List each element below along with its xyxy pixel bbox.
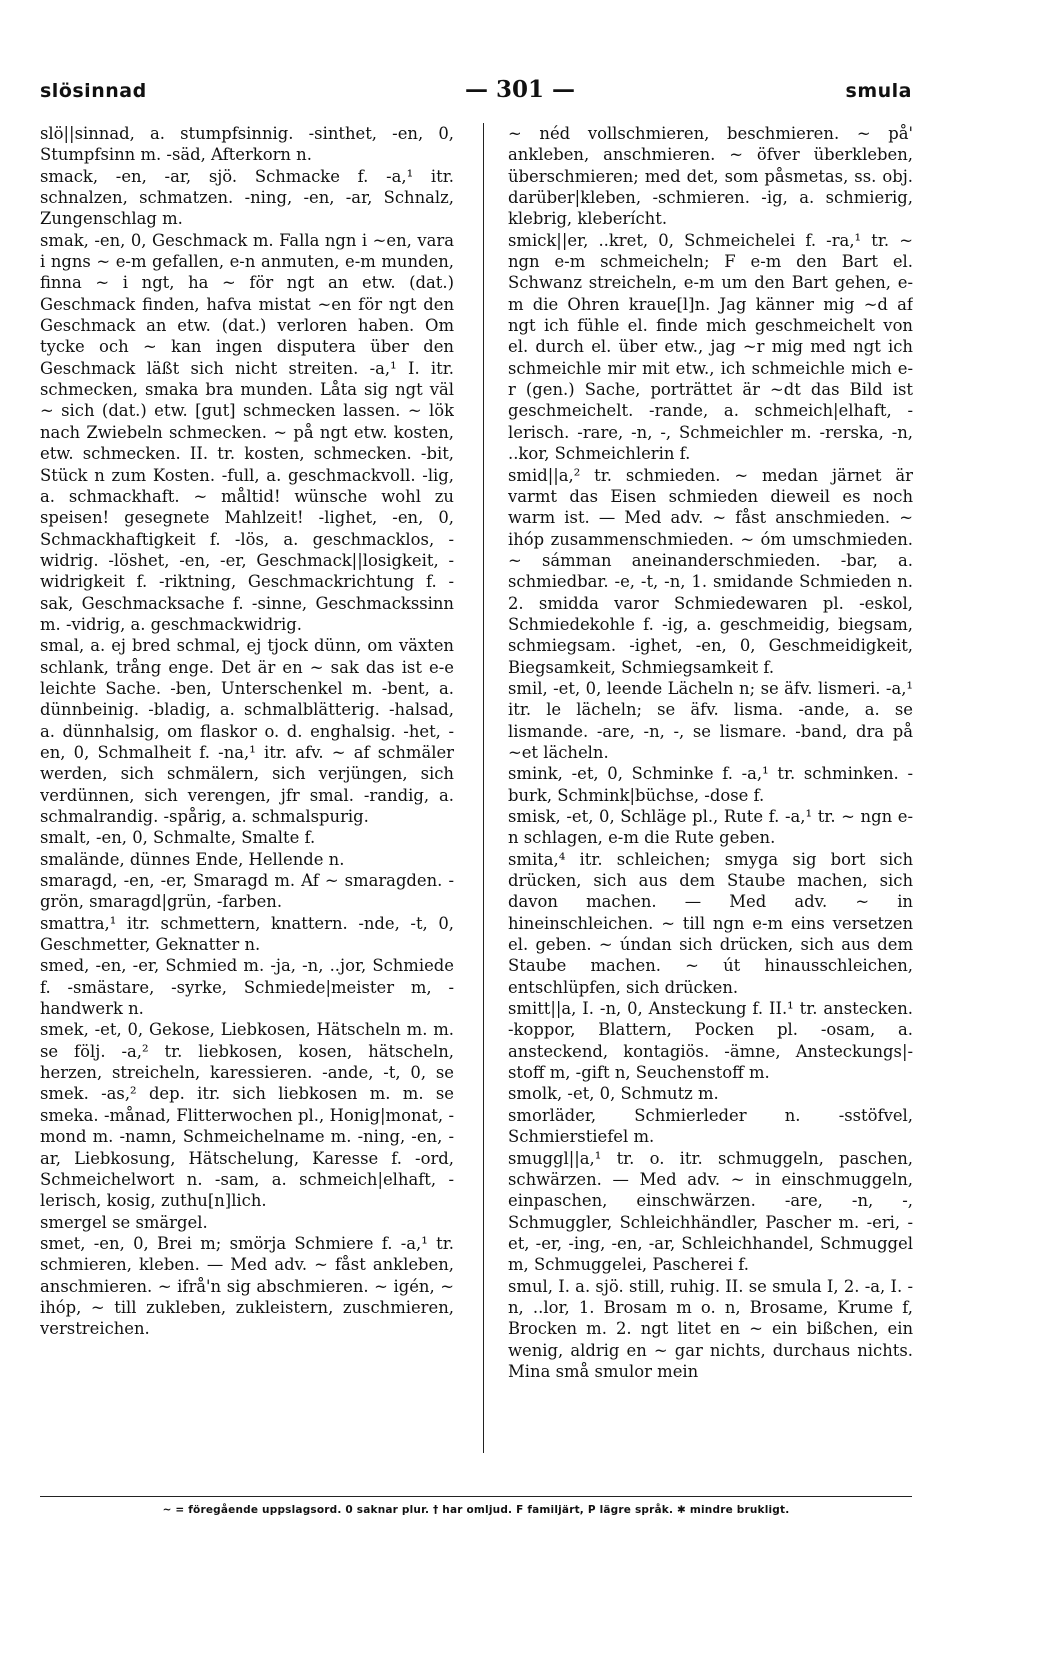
entry-smul: smul, I. a. sjö. still, ruhig. II. se smula I, 2. -a, I. -n, ..lor, 1. Brosam m o. n, Brosame, Krume f, Brocken m. 2. ngt litet en ~ ein bißchen, ein wenig, aldrig en ~ gar nichts, durchaus nichts. Mina små smulor mein bbox=[508, 1276, 913, 1381]
left-running-head: slösinnad bbox=[40, 80, 147, 102]
entry-smet: smet, -en, 0, Brei m; smörja Schmiere f. -a,¹ tr. schmieren, kleben. — Med adv. ~ fåst ankleben, anschmieren. ~ ifrå'n sig abschmieren. ~ igén, ~ ihóp, ~ till zukleben, zukleistern, zuschmieren, verstreichen. bbox=[40, 1233, 454, 1339]
left-column bbox=[40, 123, 454, 1453]
entry-smack: smack, -en, -ar, sjö. Schmacke f. -a,¹ itr. schnalzen, schmatzen. -ning, -en, -ar, Schnalz, Zungenschlag m. bbox=[40, 166, 454, 229]
entry-smida: smid||a,² tr. schmieden. ~ medan järnet är varmt das Eisen schmieden dieweil es noch warm ist. — Med adv. ~ fåst anschmieden. ~ ihóp zusammenschmieden. ~ óm umschmieden. ~ sámman aneinanderschmieden. -bar, a. schmiedbar. -e, -t, -n, 1. smidande Schmieden n. 2. smidda varor Schmiedewaren pl. -eskol, Schmiedekohle f. -ig, a. geschmeidig, biegsam, schmiegsam. -ighet, -en, 0, Geschmeidigkeit, Biegsamkeit, Schmiegsamkeit f. bbox=[508, 465, 913, 677]
entry-smek: smek, -et, 0, Gekose, Liebkosen, Hätscheln m. m. se följ. -a,² tr. liebkosen, kosen, hätscheln, herzen, streicheln, karessieren. -ande, -t, 0, se smek. -as,² dep. itr. sich liebkosen m. m. se smeka. -månad, Flitterwochen pl., Honig|monat, -mond m. -namn, Schmeichelname m. -ning, -en, -ar, Liebkosung, Hätschelung, Karesse f. -ord, Schmeichelwort n. -sam, a. schmeich|elhaft, -lerisch, kosig, zuthu[n]lich. bbox=[40, 1020, 454, 1211]
entry-smeta-continued: ~ néd vollschmieren, beschmieren. ~ på' ankleben, anschmieren. ~ öfver überkleben, überschmieren; med det, som påsmetas, ss. obj. darüber|kleben, -schmieren. -ig, a. schmierig, klebrig, kleberícht. bbox=[508, 124, 913, 229]
entry-smita: smita,⁴ itr. schleichen; smyga sig bort sich drücken, sich aus dem Staube machen, sich davon machen. — Med adv. ~ in hineinschleichen. ~ till ngn e-m eins versetzen el. geben. ~ úndan sich drücken, sich aus dem Staube machen. ~ út hinausschleichen, entschlüpfen, sich drücken. bbox=[508, 849, 913, 997]
entry-smuggla: smuggl||a,¹ tr. o. itr. schmuggeln, paschen, schwärzen. — Med adv. ~ in einschmuggeln, einpaschen, einschwärzen. -are, -n, -, Schmuggler, Schleichhändler, Pascher m. -eri, -et, -er, -ing, -en, -ar, Schleichhandel, Schmuggel m, Schmuggelei, Pascherei f. bbox=[508, 1148, 913, 1275]
right-column bbox=[508, 123, 913, 1453]
entry-smed: smed, -en, -er, Schmied m. -ja, -n, ..jor, Schmiede f. -smästare, -syrke, Schmiede|meister m, -handwerk n. bbox=[40, 956, 454, 1019]
entry-smaragd: smaragd, -en, -er, Smaragd m. Af ~ smaragden. -grön, smaragd|grün, -farben. bbox=[40, 871, 454, 912]
abbreviation-legend: ~ = föregående uppslagsord. 0 saknar plur. † har omljud. F familjärt, P lägre språk. ✱ mindre brukligt. bbox=[162, 1504, 790, 1516]
right-running-head: smula bbox=[845, 80, 912, 102]
page-header bbox=[40, 74, 912, 114]
entry-smisk: smisk, -et, 0, Schläge pl., Rute f. -a,¹ tr. ~ ngn e-n schlagen, e-m die Rute geben. bbox=[508, 807, 913, 848]
entry-smalande: smaländе, dünnes Ende, Hellende n. bbox=[40, 849, 345, 869]
entry-smalt: smalt, -en, 0, Schmalte, Smalte f. bbox=[40, 828, 316, 848]
entry-slosinnad: slö||sinnad, a. stumpfsinnig. -sinthet, -en, 0, Stumpfsinn m. -säd, Afterkorn n. bbox=[40, 124, 454, 165]
column-divider bbox=[483, 123, 484, 1453]
entry-smitta: smitt||a, I. -n, 0, Ansteckung f. II.¹ tr. anstecken. -koppor, Blattern, Pocken pl. -osam, a. ansteckend, kontagiös. -ämne, Ansteckungs|-stoff m, -gift n, Seuchenstoff m. bbox=[508, 999, 913, 1083]
entry-smak: smak, -en, 0, Geschmack m. Falla ngn i ~en, vara i ngns ~ e-m gefallen, e-n anmuten, e-m munden, finna ~ i ngt, ha ~ för ngt an etw. (dat.) Geschmack finden, hafva mistat ~en för ngt den Geschmack an etw. (dat.) verloren haben. Om tycke och ~ kan ingen disputera über den Geschmack läßt sich nicht streiten. -a,¹ I. itr. schmecken, smaka bra munden. Låta sig ngt väl ~ sich (dat.) etw. [gut] schmecken lassen. ~ lök nach Zwiebeln schmecken. ~ på ngt etw. kosten, etw. schmecken. II. tr. kosten, schmecken. -bit, Stück n zum Kosten. -full, a. geschmackvoll. -lig, a. schmackhaft. ~ måltid! wünsche wohl zu speisen! gesegnete Mahlzeit! -lighet, -en, 0, Schmackhaftigkeit f. -lös, a. geschmacklos, -widrig. -löshet, -en, -er, Geschmack||losigkeit, -widrigkeit f. -riktning, Geschmackrichtung f. -sak, Geschmacksache f. -sinne, Geschmackssinn m. -vidrig, a. geschmackwidrig. bbox=[40, 230, 454, 634]
entry-smattra: smattra,¹ itr. schmettern, knattern. -nde, -t, 0, Geschmetter, Geknatter n. bbox=[40, 913, 454, 955]
entry-smergel: smergel se smärgel. bbox=[40, 1212, 208, 1232]
page-number: — 301 — bbox=[464, 76, 576, 103]
entry-smicker: smick||er, ..kret, 0, Schmeichelei f. -ra,¹ tr. ~ ngn e-m schmeicheln; F e-m den Bart el. Schwanz streicheln, e-m um den Bart gehen, e-m die Ohren kraue[l]n. Jag känner mig ~d af ngt ich fühle el. finde mich geschmeichelt von el. durch el. über etw., jag ~r mig med ngt ich schmeichle mir mit etw., ich schmeichle mich e-r (gen.) Sache, porträttet är ~dt das Bild ist geschmeichelt. -rande, a. schmeich|elhaft, -lerisch. -rare, -n, -, Schmeichler m. -rerska, -n, ..kor, Schmeichlerin f. bbox=[508, 230, 913, 464]
footnote-rule bbox=[40, 1496, 912, 1497]
entry-smolk: smolk, -et, 0, Schmutz m. bbox=[508, 1084, 719, 1104]
entry-smal: smal, a. ej bred schmal, ej tjock dünn, om växten schlank, trång enge. Det är en ~ sak das ist e-e leichte Sache. -ben, Unterschenkel m. -bent, a. dünnbeinig. -bladig, a. schmalblätterig. -halsad, a. dünnhalsig, om flaskor o. d. enghalsig. -het, -en, 0, Schmalheit f. -na,¹ itr. afv. ~ af schmäler werden, sich schmälern, sich verjüngen, sich verdünnen, sich verengen, jfr smal. -randig, a. schmalrandig. -spårig, a. schmalspurig. bbox=[40, 636, 454, 826]
entry-smorlader: smorläder, Schmierleder n. -sstöfvel, Schmierstiefel m. bbox=[508, 1105, 913, 1147]
entry-smil: smil, -et, 0, leende Lächeln n; se äfv. lismeri. -a,¹ itr. le lächeln; se äfv. lisma. -ande, a. se lismande. -are, -n, -, se lismare. -band, dra på ~et lächeln. bbox=[508, 678, 913, 762]
entry-smink: smink, -et, 0, Schminke f. -a,¹ tr. schminken. -burk, Schmink|büchse, -dose f. bbox=[508, 764, 913, 805]
